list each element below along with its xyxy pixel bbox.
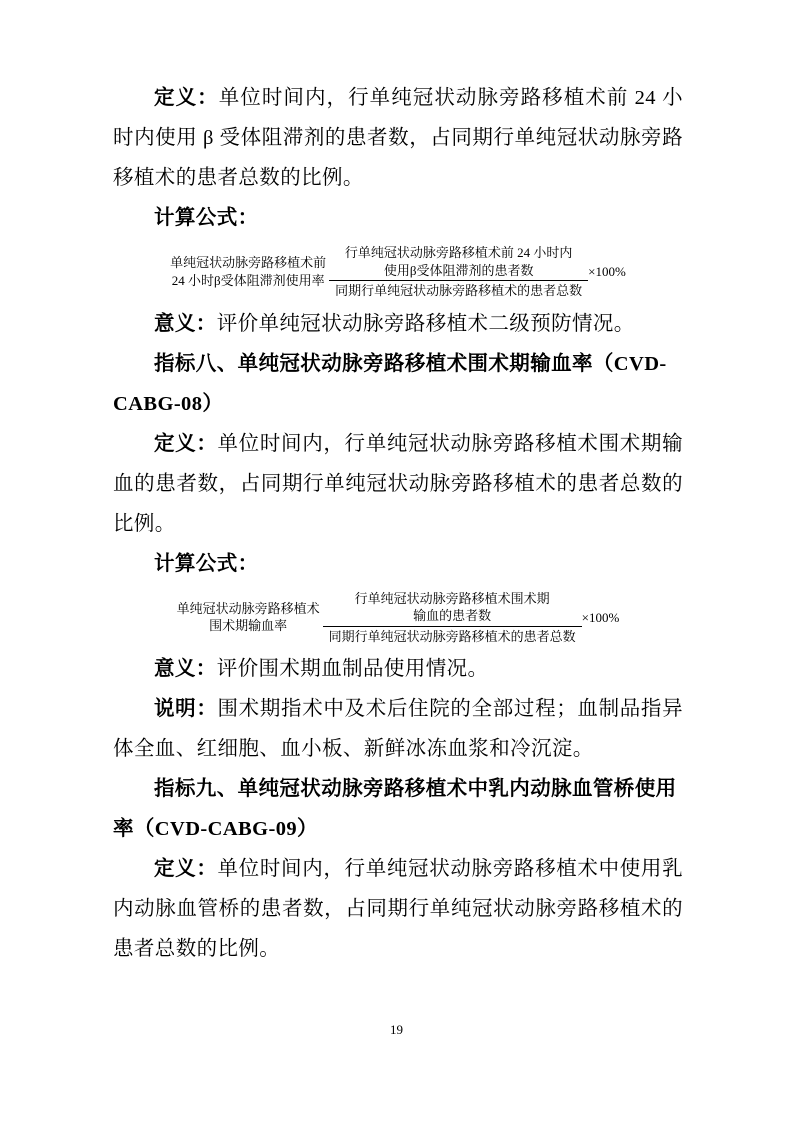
- formula-1-lhs-line2: 24 小时β受体阻滞剂使用率: [171, 272, 325, 288]
- meaning-label-1: 意义：: [154, 312, 217, 335]
- note-text-2: 围术期指术中及术后住院的全部过程；血制品指异体全血、红细胞、血小板、新鲜冰冻血浆和冷沉淀。: [113, 698, 683, 761]
- formula-label-2-text: 计算公式：: [154, 552, 259, 575]
- formula-label-2: [113, 544, 683, 584]
- definition-paragraph-2: [113, 424, 683, 544]
- meaning-text-2: 评价围术期血制品使用情况。: [216, 658, 489, 681]
- section-heading-9: 指标九、单纯冠状动脉旁路移植术中乳内动脉血管桥使用率（CVD-CABG-09）: [113, 778, 677, 841]
- formula-1-numerator: [339, 244, 579, 280]
- formula-label-1: [113, 198, 683, 238]
- formula-1-fraction: [329, 244, 588, 300]
- page-content: [113, 78, 683, 969]
- formula-2-lhs-line2: 围术期输血率: [209, 618, 288, 634]
- formula-2-numerator-line2: 输血的患者数: [413, 608, 492, 624]
- formula-1-lhs-line1: 单纯冠状动脉旁路移植术前: [170, 255, 327, 271]
- formula-2-lhs: [177, 600, 323, 635]
- meaning-label-2: 意义：: [154, 658, 217, 681]
- formula-2: [113, 590, 683, 646]
- formula-2-fraction: [323, 590, 582, 646]
- meaning-text-1: 评价单纯冠状动脉旁路移植术二级预防情况。: [216, 312, 635, 335]
- formula-1-rhs: ×100%: [588, 264, 626, 280]
- definition-label-3: 定义：: [154, 858, 218, 881]
- section-heading-8: 指标八、单纯冠状动脉旁路移植术围术期输血率（CVD-CABG-08）: [113, 352, 667, 415]
- page-number: 19: [390, 1022, 403, 1037]
- definition-paragraph-3: [113, 849, 683, 969]
- meaning-paragraph-2: [113, 649, 683, 689]
- definition-text-2: 单位时间内，行单纯冠状动脉旁路移植术围术期输血的患者数，占同期行单纯冠状动脉旁路移植术的患者总数的比例。: [113, 432, 683, 535]
- formula-label-1-text: 计算公式：: [154, 207, 259, 229]
- formula-1: [113, 244, 683, 300]
- formula-1-denominator: 同期行单纯冠状动脉旁路移植术的患者总数: [335, 283, 583, 299]
- definition-label-1: 定义：: [154, 87, 219, 109]
- formula-1-lhs: [170, 254, 329, 289]
- formula-2-rhs: ×100%: [581, 609, 620, 625]
- note-paragraph-2: [113, 689, 683, 769]
- formula-2-lhs-line1: 单纯冠状动脉旁路移植术: [176, 600, 320, 616]
- meaning-paragraph-1: [113, 304, 683, 344]
- formula-1-numerator-line1: 行单纯冠状动脉旁路移植术前 24 小时内: [344, 245, 573, 260]
- definition-text-3: 单位时间内，行单纯冠状动脉旁路移植术中使用乳内动脉血管桥的患者数，占同期行单纯冠状动脉旁路移植术的患者总数的比例。: [113, 858, 683, 961]
- formula-2-numerator-line1: 行单纯冠状动脉旁路移植术围术期: [354, 590, 550, 606]
- note-label-2: 说明：: [154, 698, 218, 721]
- definition-paragraph-1: [113, 78, 683, 198]
- formula-2-denominator: 同期行单纯冠状动脉旁路移植术的患者总数: [328, 628, 576, 644]
- definition-label-2: 定义：: [154, 432, 218, 455]
- definition-text-1: 单位时间内，行单纯冠状动脉旁路移植术前 24 小时内使用 β 受体阻滞剂的患者数，占同期行单纯冠状动脉旁路移植术的患者总数的比例。: [113, 87, 683, 189]
- formula-1-numerator-line2: 使用β受体阻滞剂的患者数: [383, 262, 534, 278]
- formula-2-numerator: [349, 590, 556, 626]
